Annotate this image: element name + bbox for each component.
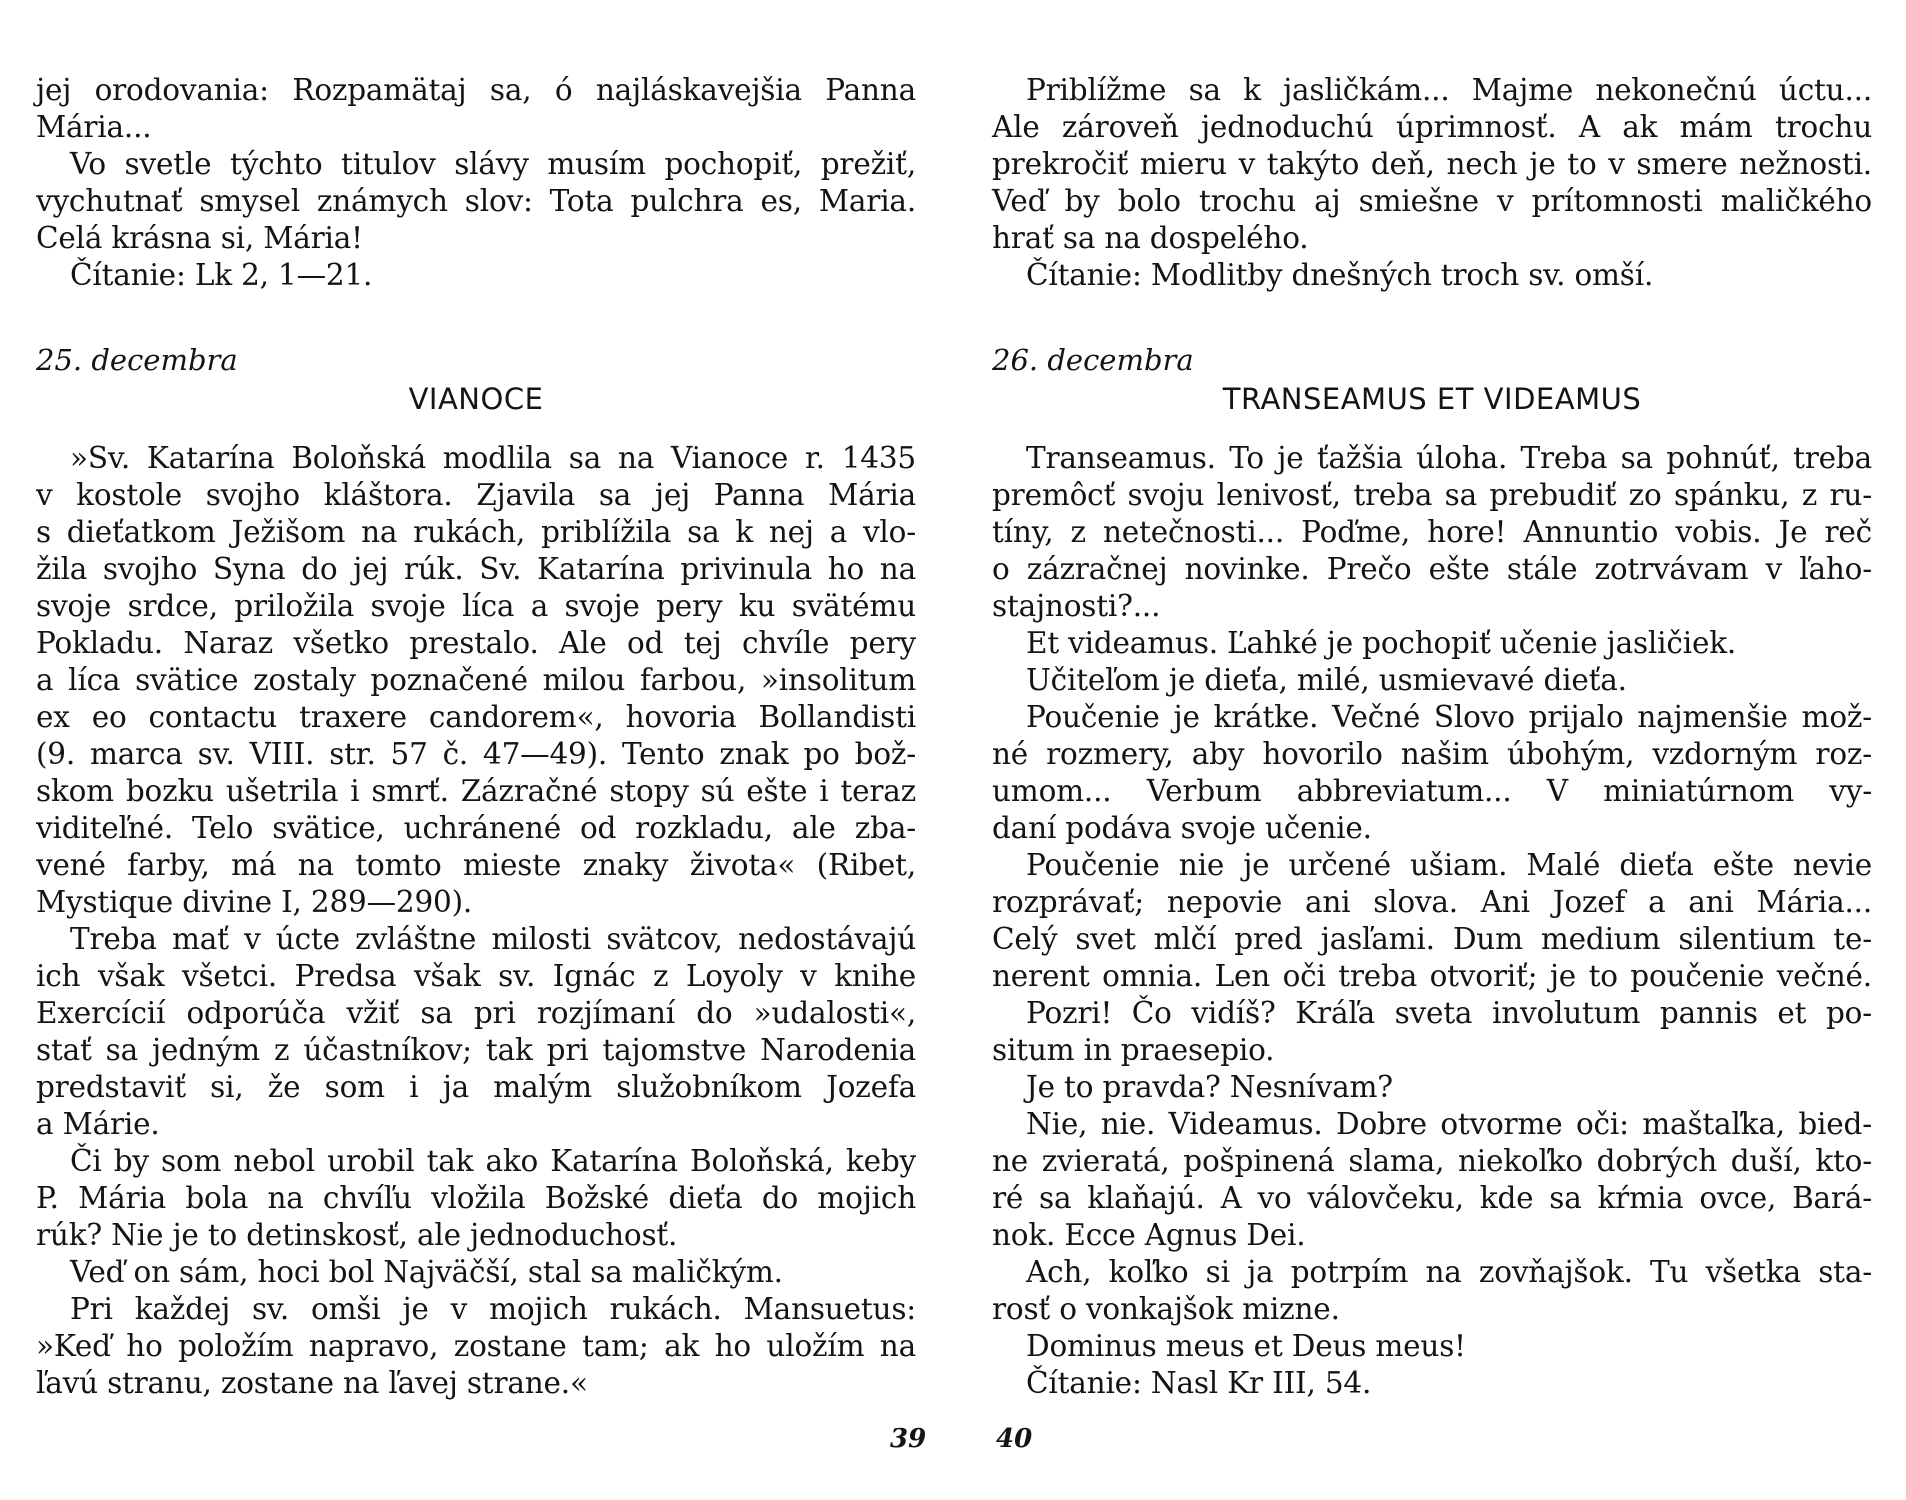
text-line: Celý svet mlčí pred jasľami. Dum medium silentium te- [992, 922, 1872, 956]
text-line: Pokladu. Naraz všetko prestalo. Ale od tej chvíle pery [36, 626, 916, 660]
text-line: ich však všetci. Predsa však sv. Ignác z Loyoly v knihe [36, 959, 916, 993]
right-page [992, 72, 1872, 1402]
text-line: Čítanie: Nasl Kr III, 54. [1026, 1366, 1372, 1400]
text-line: (9. marca sv. VIII. str. 57 č. 47—49). Tento znak po bož- [36, 737, 916, 771]
text-line: »Keď ho položím napravo, zostane tam; ak ho uložím na [36, 1329, 916, 1363]
text-line: Celá krásna si, Mária! [36, 221, 363, 255]
text-line: situm in praesepio. [992, 1033, 1275, 1067]
right-intro [992, 72, 1872, 294]
text-line: ne zvieratá, pošpinená slama, niekoľko dobrých duší, kto- [992, 1144, 1872, 1178]
text-line: vené farby, má na tomto mieste znaky života« (Ribet, [36, 848, 916, 882]
left-body [36, 440, 916, 1402]
text-line: Ale zároveň jednoduchú úprimnosť. A ak mám trochu [992, 110, 1872, 144]
text-line: ré sa klaňajú. A vo válovčeku, kde sa kŕmia ovce, Bará- [992, 1181, 1872, 1215]
text-line: Et videamus. Ľahké je pochopiť učenie jasličiek. [1026, 626, 1737, 660]
text-line: Pri každej sv. omši je v mojich rukách. Mansuetus: [70, 1292, 916, 1326]
page-number-left: 39 [890, 1424, 927, 1454]
text-line: rozprávať; nepovie ani slova. Ani Jozef a ani Mária... [992, 885, 1872, 919]
text-line: Veď by bolo trochu aj smiešne v prítomnosti maličkého [992, 184, 1872, 218]
text-line: skom bozku ušetrila i smrť. Zázračné stopy sú ešte i teraz [36, 774, 916, 808]
text-line: vychutnať smysel známych slov: Tota pulchra es, Maria. [36, 184, 916, 218]
text-line: né rozmery, aby hovorilo našim úbohým, vzdorným roz- [992, 737, 1872, 771]
left-heading: VIANOCE [408, 382, 544, 416]
text-line: nok. Ecce Agnus Dei. [992, 1218, 1306, 1252]
right-date: 26. decembra [992, 343, 1194, 377]
text-line: rúk? Nie je to detinskosť, ale jednoduchosť. [36, 1218, 678, 1252]
text-line: Pozri! Čo vidíš? Kráľa sveta involutum pannis et po- [1026, 996, 1872, 1030]
text-line: premôcť svoju lenivosť, treba sa prebudiť zo spánku, z ru- [992, 478, 1872, 512]
left-date: 25. decembra [36, 343, 238, 377]
text-line: ľavú stranu, zostane na ľavej strane.« [36, 1366, 588, 1400]
text-line: Nie, nie. Videamus. Dobre otvorme oči: maštaľka, bied- [1026, 1107, 1872, 1141]
page-number-right: 40 [996, 1424, 1033, 1454]
text-line: žila svojho Syna do jej rúk. Sv. Katarína privinula ho na [36, 552, 916, 586]
text-line: hrať sa na dospelého. [992, 221, 1309, 255]
text-line: jej orodovania: Rozpamätaj sa, ó najláskavejšia Panna [36, 73, 916, 107]
text-line: svoje srdce, priložila svoje líca a svoje pery ku svätému [36, 589, 916, 623]
text-line: Je to pravda? Nesnívam? [1026, 1070, 1393, 1104]
text-line: Exercícií odporúča vžiť sa pri rozjímaní do »udalosti«, [36, 996, 916, 1030]
right-body [992, 440, 1872, 1402]
text-line: a Márie. [36, 1107, 160, 1141]
left-intro [36, 72, 916, 294]
text-line: daní podáva svoje učenie. [992, 811, 1372, 845]
text-line: Veď on sám, hoci bol Najväčší, stal sa maličkým. [70, 1255, 783, 1289]
text-line: Ach, koľko si ja potrpím na zovňajšok. Tu všetka sta- [1026, 1255, 1872, 1289]
text-line: stajnosti?... [992, 589, 1161, 623]
text-line: predstaviť si, že som i ja malým služobníkom Jozefa [36, 1070, 916, 1104]
text-line: Priblížme sa k jasličkám... Majme nekonečnú úctu... [1026, 73, 1872, 107]
text-line: v kostole svojho kláštora. Zjavila sa jej Panna Mária [36, 478, 916, 512]
text-line: nerent omnia. Len oči treba otvoriť; je to poučenie večné. [992, 959, 1872, 993]
text-line: Transeamus. To je ťažšia úloha. Treba sa pohnúť, treba [1026, 441, 1872, 475]
text-line: P. Mária bola na chvíľu vložila Božské dieťa do mojich [36, 1181, 916, 1215]
text-line: Poučenie je krátke. Večné Slovo prijalo najmenšie mož- [1026, 700, 1872, 734]
text-line: tíny, z netečnosti... Poďme, hore! Annuntio vobis. Je reč [992, 515, 1872, 549]
left-page [36, 72, 916, 1402]
text-line: Mystique divine I, 289—290). [36, 885, 473, 919]
text-line: Poučenie nie je určené ušiam. Malé dieťa ešte nevie [1026, 848, 1872, 882]
text-line: Či by som nebol urobil tak ako Katarína Boloňská, keby [70, 1144, 916, 1178]
text-line: umom... Verbum abbreviatum... V miniatúrnom vy- [992, 774, 1872, 808]
text-line: Čítanie: Modlitby dnešných troch sv. omší. [1026, 258, 1654, 292]
right-heading: TRANSEAMUS ET VIDEAMUS [1222, 382, 1642, 416]
text-line: rosť o vonkajšok mizne. [992, 1292, 1340, 1326]
text-line: o zázračnej novinke. Prečo ešte stále zotrvávam v ľaho- [992, 552, 1872, 586]
text-line: prekročiť mieru v takýto deň, nech je to v smere nežnosti. [992, 147, 1872, 181]
text-line: Treba mať v úcte zvláštne milosti svätcov, nedostávajú [70, 922, 916, 956]
text-line: »Sv. Katarína Boloňská modlila sa na Vianoce r. 1435 [70, 441, 916, 475]
text-line: Dominus meus et Deus meus! [1026, 1329, 1466, 1363]
text-line: a líca svätice zostaly poznačené milou farbou, »insolitum [36, 663, 916, 697]
text-line: s dieťatkom Ježišom na rukách, priblížila sa k nej a vlo- [36, 515, 916, 549]
text-line: ex eo contactu traxere candorem«, hovoria Bollandisti [36, 700, 916, 734]
text-line: viditeľné. Telo svätice, uchránené od rozkladu, ale zba- [36, 811, 916, 845]
text-line: Čítanie: Lk 2, 1—21. [70, 258, 373, 292]
text-line: Mária... [36, 110, 152, 144]
text-line: Učiteľom je dieťa, milé, usmievavé dieťa. [1026, 663, 1627, 697]
text-line: Vo svetle týchto titulov slávy musím pochopiť, prežiť, [70, 147, 916, 181]
text-line: stať sa jedným z účastníkov; tak pri tajomstve Narodenia [36, 1033, 916, 1067]
